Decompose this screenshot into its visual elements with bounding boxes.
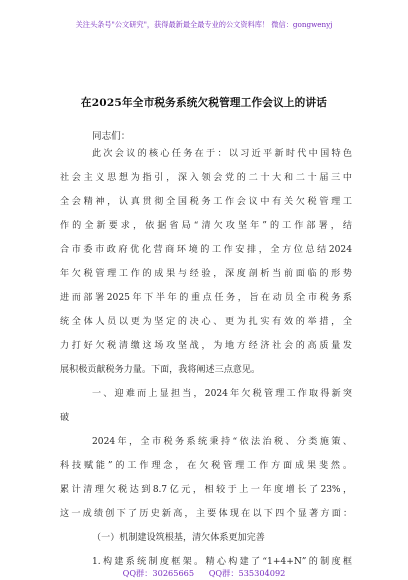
body-line: 统全体人员以更为坚定的决心、更为扎实有效的举措，全 (60, 317, 352, 327)
body-line: 2024年，全市税务系统秉持“依法治税、分类施策、 (92, 437, 352, 447)
footer (0, 568, 408, 579)
body-line: 这一成绩创下了历史新高，主要体现在以下四个显著方面： (60, 509, 352, 519)
body-line: 力打好欠税清缴这场攻坚战，为地方经济社会的高质量发 (60, 341, 352, 351)
body-line: 累计清理欠税达到8.7亿元，相较于上一年度增长了23%， (60, 485, 352, 495)
body-line: 科技赋能”的工作理念，在欠税管理工作方面成果斐然。 (60, 461, 352, 471)
body-line: 此次会议的核心任务在于：以习近平新时代中国特色 (92, 149, 352, 159)
body-line: 展积极贡献税务力量。下面，我将阐述三点意见。 (60, 365, 261, 375)
header-banner: 关注头条号"公文研究"，获得最新最全最专业的公文资料库！ 微信：gongwenyj (75, 20, 333, 29)
body-line: 作的全新要求，依据省局“清欠攻坚年”的工作部署，结 (60, 221, 352, 231)
body-line: 进而部署2025年下半年的重点任务，旨在动员全市税务系 (60, 293, 352, 303)
body-line: 社会主义思想为指引，深入领会党的二十大和二十届三中 (60, 173, 352, 183)
footer-qq-group-1: QQ群：30265665 (122, 568, 195, 578)
document-title: 在2025年全市税务系统欠税管理工作会议上的讲话 (80, 97, 328, 109)
body-line: 全会精神，认真贯彻全国税务工作会议中有关欠税管理工 (60, 197, 352, 207)
section-heading: 破 (60, 413, 70, 423)
body-line: 合市委市政府优化营商环境的工作安排，全方位总结2024 (60, 245, 352, 255)
footer-qq-group-2: QQ群：535304092 (208, 568, 286, 578)
salutation: 同志们： (92, 131, 131, 142)
body-line: 1.构建系统制度框架。精心构建了“1+4+N”的制度框 (92, 557, 352, 567)
body-line: 年欠税管理工作的成果与经验，深度剖析当前面临的形势 (60, 269, 352, 279)
subsection-heading: （一）机制建设筑根基，清欠体系更加完善 (92, 533, 265, 543)
section-heading: 一、迎难而上显担当，2024年欠税管理工作取得新突 (92, 389, 352, 399)
